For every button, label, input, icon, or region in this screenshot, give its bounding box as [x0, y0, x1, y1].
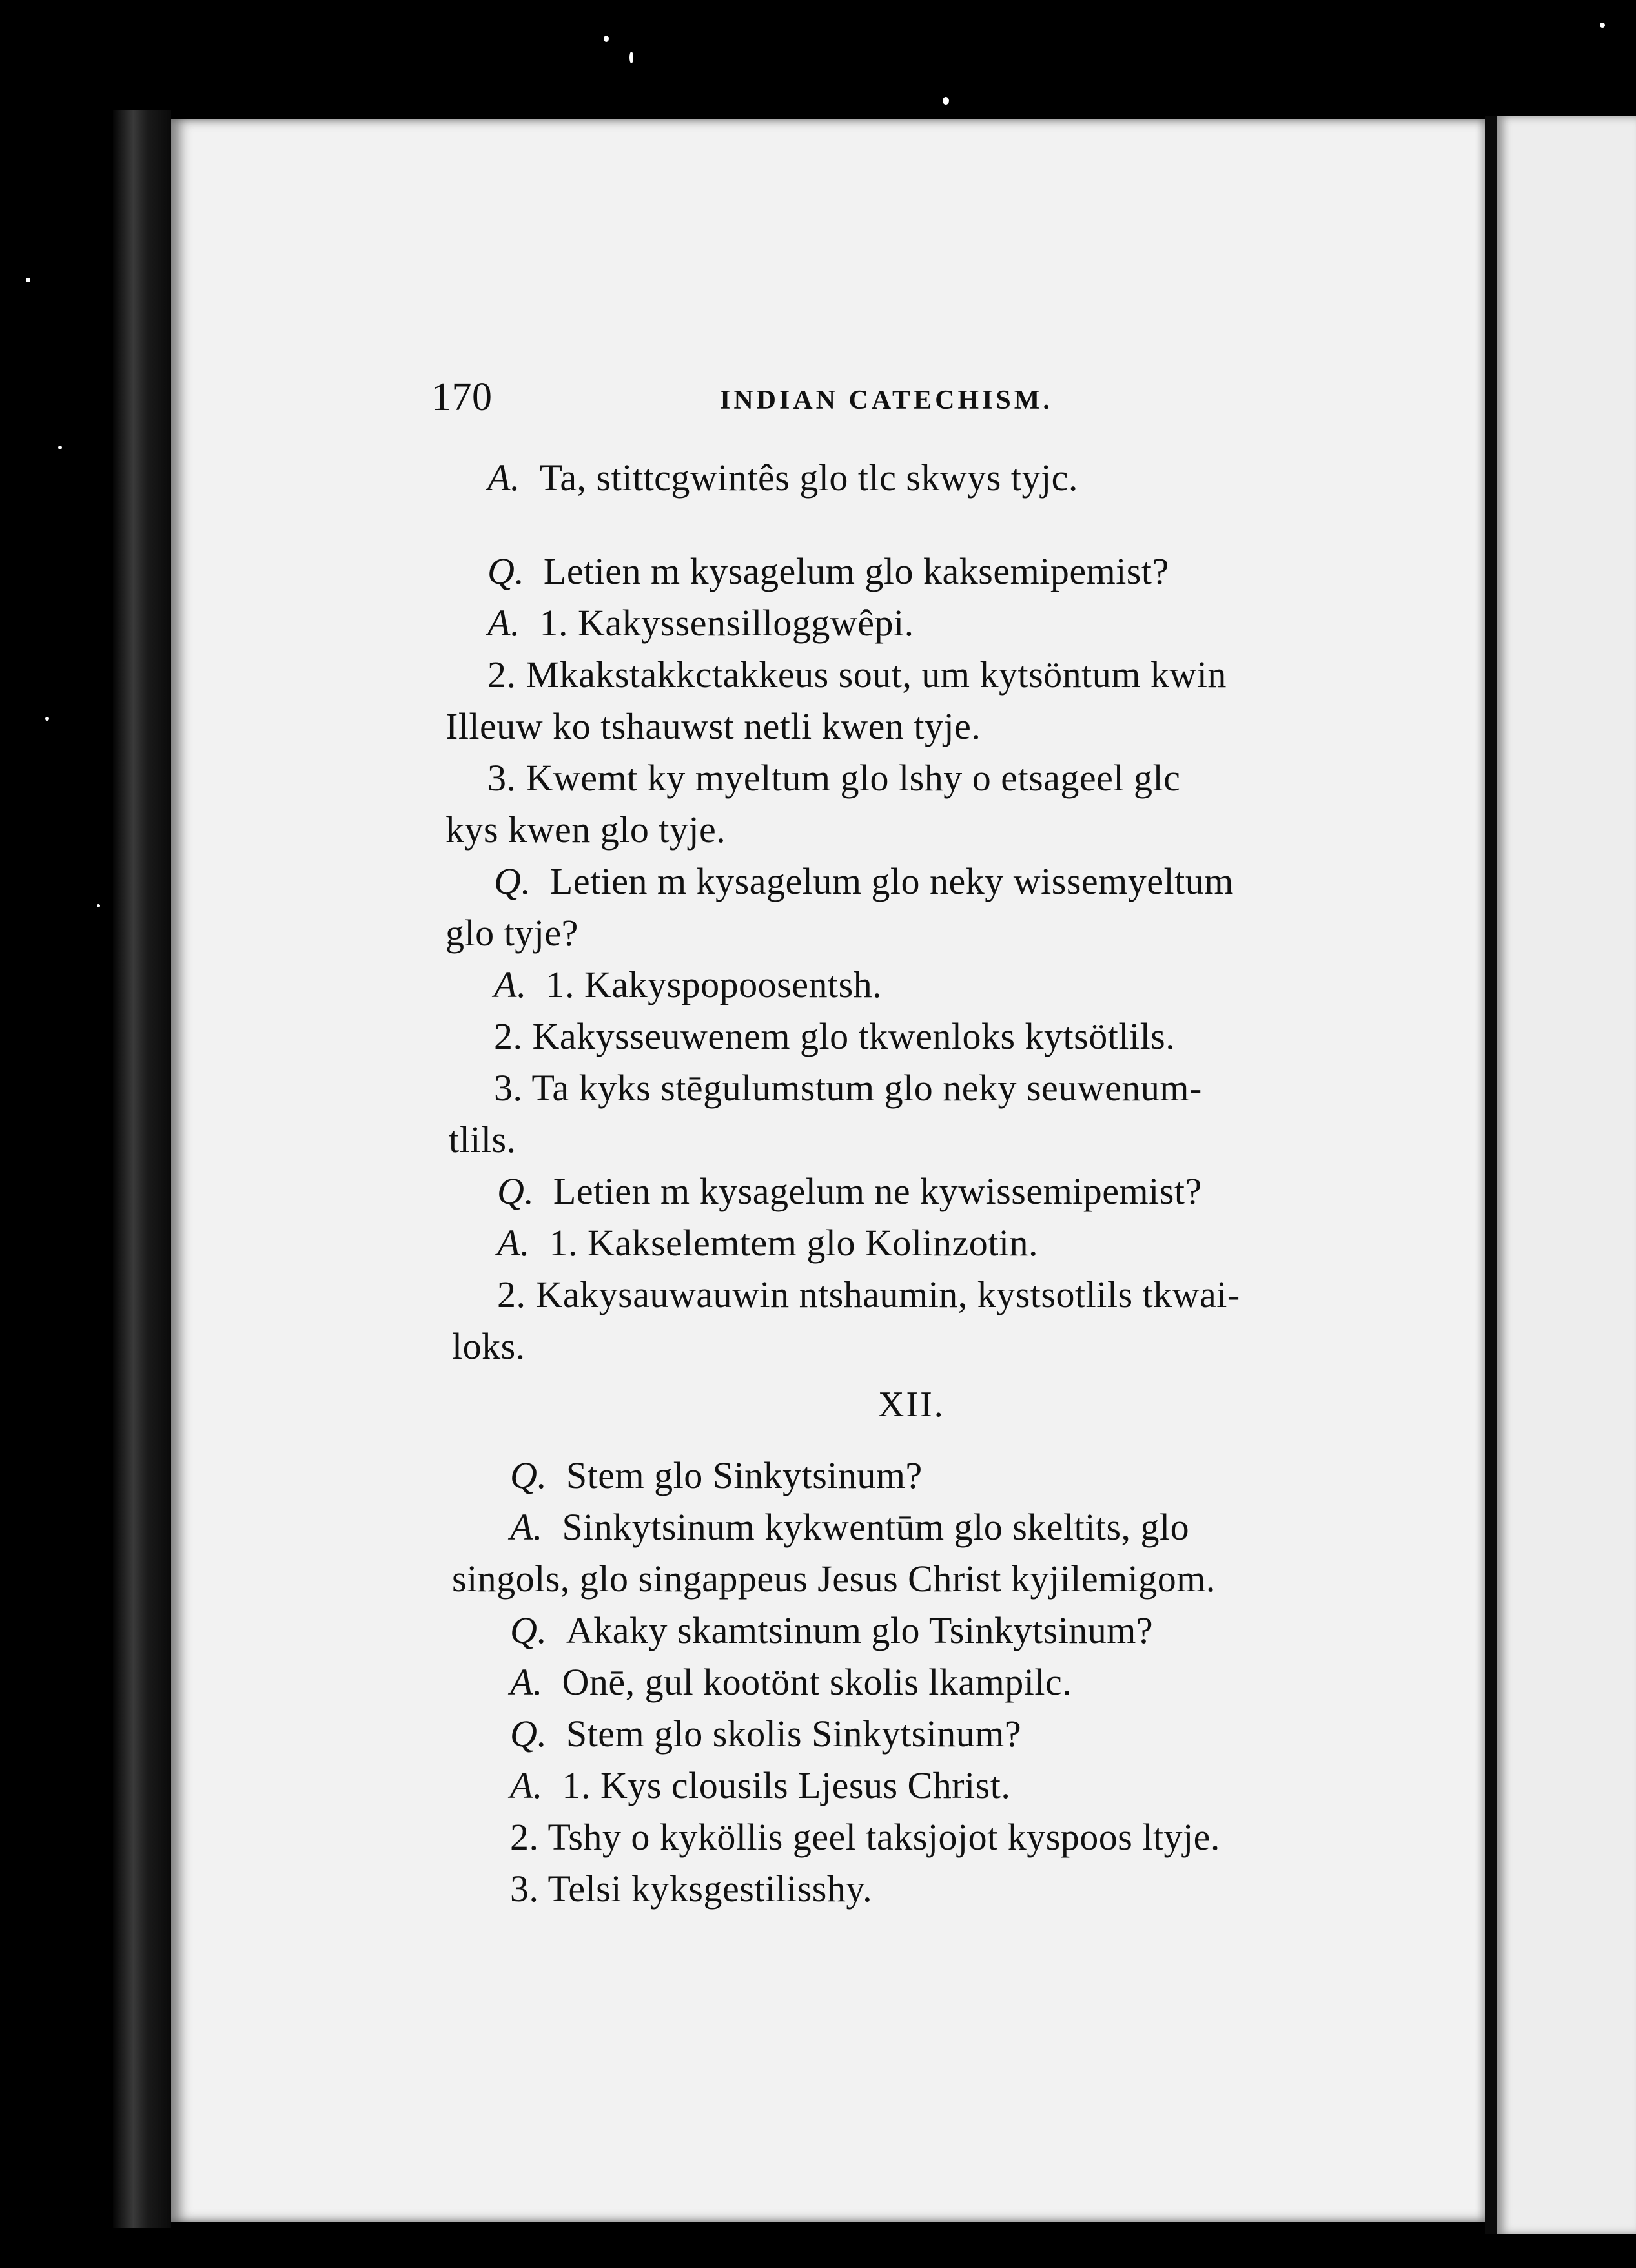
line-text: loks. [452, 1325, 526, 1367]
text-line [494, 1066, 1202, 1111]
answer-label: A. [510, 1661, 543, 1703]
text-line [487, 549, 1169, 594]
line-text: 3. Kwemt ky myeltum glo lshy o etsageel glc [487, 757, 1181, 799]
question-label: Q. [510, 1609, 547, 1651]
line-text: 2. Kakysauwauwin ntshaumin, kystsotlils tkwai- [497, 1273, 1240, 1315]
text-line [494, 962, 882, 1007]
answer-label: A. [487, 602, 520, 644]
line-text: Onē, gul kootönt skolis lkampilc. [562, 1661, 1072, 1703]
text-line [445, 911, 578, 956]
text-line [449, 1117, 516, 1162]
line-text: 1. Kakyspopoosentsh. [546, 964, 883, 1005]
line-text: Akaky skamtsinum glo Tsinkytsinum? [566, 1609, 1154, 1651]
text-line [510, 1660, 1072, 1705]
text-line [494, 1014, 1175, 1059]
text-line [510, 1608, 1153, 1653]
text-line [445, 704, 981, 749]
text-line [487, 455, 1078, 500]
text-line [487, 756, 1180, 801]
line-text: 1. Kakyssensilloggwêpi. [539, 602, 914, 644]
text-line [487, 601, 914, 646]
text-line [510, 1815, 1220, 1860]
dust-speck [629, 52, 633, 63]
running-head: INDIAN CATECHISM. [720, 386, 1053, 415]
page-number: 170 [431, 375, 493, 419]
line-text: Letien m kysagelum glo kaksemipemist? [543, 550, 1169, 592]
answer-label: A. [487, 457, 520, 499]
answer-label: A. [510, 1506, 543, 1548]
line-text: 1. Kakselemtem glo Kolinzotin. [549, 1222, 1039, 1264]
question-label: Q. [494, 860, 531, 902]
dust-speck [97, 904, 100, 907]
line-text: 2. Mkakstakkctakkeus sout, um kytsöntum kwin [487, 654, 1227, 696]
text-line [487, 652, 1227, 697]
text-line [510, 1453, 923, 1498]
text-line [494, 859, 1234, 904]
line-text: Illeuw ko tshauwst netli kwen tyje. [445, 705, 981, 747]
dust-speck [45, 717, 49, 721]
text-line [497, 1169, 1202, 1214]
answer-label: A. [494, 964, 527, 1005]
line-text: 2. Tshy o kyköllis geel taksjojot kyspoos ltyje. [510, 1816, 1220, 1858]
text-line [510, 1763, 1010, 1808]
answer-label: A. [510, 1764, 543, 1806]
line-text: glo tyje? [445, 912, 578, 954]
question-label: Q. [510, 1713, 547, 1755]
line-text: 1. Kys clousils Ljesus Christ. [562, 1764, 1011, 1806]
question-label: Q. [497, 1170, 535, 1212]
line-text: tlils. [449, 1119, 516, 1160]
line-text: Letien m kysagelum ne kywissemipemist? [553, 1170, 1202, 1212]
text-line [452, 1324, 526, 1369]
text-line [510, 1505, 1189, 1550]
dust-speck [943, 97, 949, 105]
answer-label: A. [497, 1222, 530, 1264]
dust-speck [604, 36, 609, 42]
text-line [445, 807, 726, 852]
text-line [497, 1272, 1240, 1317]
dust-speck [26, 278, 30, 282]
line-text: XII. [878, 1385, 945, 1425]
text-line [452, 1556, 1216, 1602]
dust-speck [58, 446, 62, 449]
line-text: Ta, stittcgwintês glo tlc skwys tyjc. [539, 457, 1078, 499]
line-text: Letien m kysagelum glo neky wissemyeltum [549, 860, 1234, 902]
line-text: Stem glo skolis Sinkytsinum? [566, 1713, 1022, 1755]
text-line [497, 1221, 1038, 1266]
question-label: Q. [510, 1454, 547, 1496]
section-heading [878, 1382, 945, 1427]
line-text: 2. Kakysseuwenem glo tkwenloks kytsötlils. [494, 1015, 1176, 1057]
line-text: 3. Telsi kyksgestilisshy. [510, 1868, 873, 1910]
line-text: singols, glo singappeus Jesus Christ kyjilemigom. [452, 1558, 1216, 1600]
question-label: Q. [487, 550, 525, 592]
line-text: Stem glo Sinkytsinum? [566, 1454, 923, 1496]
text-line [510, 1866, 872, 1912]
dust-speck [1600, 23, 1605, 28]
line-text: Sinkytsinum kykwentūm glo skeltits, glo [562, 1506, 1190, 1548]
line-text: 3. Ta kyks stēgulumstum glo neky seuwenum- [494, 1067, 1202, 1109]
line-text: kys kwen glo tyje. [445, 809, 726, 850]
text-line [510, 1711, 1021, 1757]
